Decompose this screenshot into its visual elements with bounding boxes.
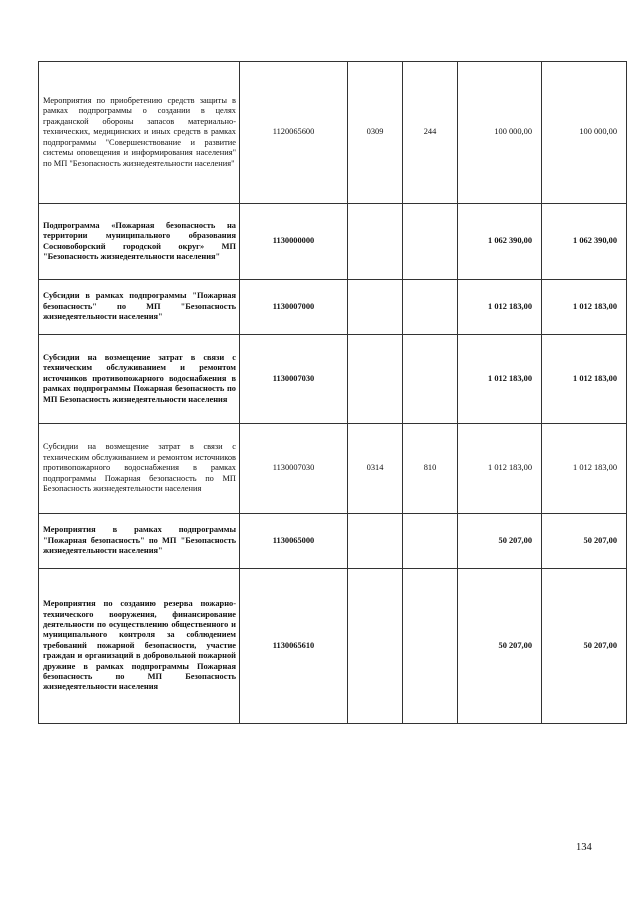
row-name: Субсидии на возмещение затрат в связи с техническим обслуживанием и ремонтом источников противопожарного водоснабжения в рамках подпрограммы Пожарная безопасность по МП Безопасность жизнедеятельности населения — [39, 335, 240, 424]
row-code: 1130007000 — [240, 280, 348, 335]
row-section — [348, 204, 403, 280]
row-name: Мероприятия в рамках подпрограммы "Пожарная безопасность" по МП "Безопасность жизнедеятельности населения" — [39, 514, 240, 569]
row-code: 1130007030 — [240, 335, 348, 424]
row-expense-type — [403, 280, 458, 335]
row-amount-2: 100 000,00 — [542, 62, 627, 204]
table-row — [39, 280, 627, 335]
row-name: Субсидии в рамках подпрограммы "Пожарная безопасность" по МП "Безопасность жизнедеятельности населения" — [39, 280, 240, 335]
row-amount-1: 50 207,00 — [458, 514, 542, 569]
row-amount-2: 1 012 183,00 — [542, 424, 627, 514]
row-expense-type — [403, 204, 458, 280]
row-section: 0309 — [348, 62, 403, 204]
row-section — [348, 335, 403, 424]
table-row — [39, 62, 627, 204]
row-amount-1: 1 062 390,00 — [458, 204, 542, 280]
page-number: 134 — [576, 842, 592, 853]
table-row — [39, 204, 627, 280]
row-name: Мероприятия по приобретению средств защиты в рамках подпрограммы о создании в целях гражданской обороны запасов материально-технических, медицинских и иных средств в рамках подпрограммы "Совершенствование и развитие системы оповещения и информирования населения" по МП "Безопасность жизнедеятельности населения" — [39, 62, 240, 204]
row-name: Субсидии на возмещение затрат в связи с техническим обслуживанием и ремонтом источников противопожарного водоснабжения в рамках подпрограммы Пожарная безопасность по МП Безопасность жизнедеятельности населения — [39, 424, 240, 514]
row-amount-1: 1 012 183,00 — [458, 335, 542, 424]
row-expense-type: 810 — [403, 424, 458, 514]
row-amount-1: 100 000,00 — [458, 62, 542, 204]
table-row — [39, 424, 627, 514]
row-name: Мероприятия по созданию резерва пожарно-технического вооружения, финансирование деятельности по осуществлению общественного и муниципального контроля за соблюдением требований пожарной безопасности, участие граждан и организаций в добровольной пожарной дружине в рамках подпрограммы Пожарная безопасность по МП Безопасность жизнедеятельности населения — [39, 569, 240, 724]
row-expense-type: 244 — [403, 62, 458, 204]
row-section: 0314 — [348, 424, 403, 514]
budget-table — [38, 61, 627, 724]
row-code: 1120065600 — [240, 62, 348, 204]
row-code: 1130007030 — [240, 424, 348, 514]
row-code: 1130065610 — [240, 569, 348, 724]
row-section — [348, 514, 403, 569]
row-expense-type — [403, 335, 458, 424]
row-expense-type — [403, 569, 458, 724]
row-expense-type — [403, 514, 458, 569]
row-amount-2: 1 062 390,00 — [542, 204, 627, 280]
row-section — [348, 280, 403, 335]
row-code: 1130065000 — [240, 514, 348, 569]
row-amount-1: 1 012 183,00 — [458, 424, 542, 514]
row-section — [348, 569, 403, 724]
row-amount-2: 1 012 183,00 — [542, 280, 627, 335]
row-amount-1: 1 012 183,00 — [458, 280, 542, 335]
row-amount-2: 1 012 183,00 — [542, 335, 627, 424]
row-amount-1: 50 207,00 — [458, 569, 542, 724]
row-name: Подпрограмма «Пожарная безопасность на территории муниципального образования Сосновоборский городской округ» МП "Безопасность жизнедеятельности населения" — [39, 204, 240, 280]
row-code: 1130000000 — [240, 204, 348, 280]
row-amount-2: 50 207,00 — [542, 514, 627, 569]
table-row — [39, 514, 627, 569]
table-row — [39, 569, 627, 724]
row-amount-2: 50 207,00 — [542, 569, 627, 724]
table-row — [39, 335, 627, 424]
